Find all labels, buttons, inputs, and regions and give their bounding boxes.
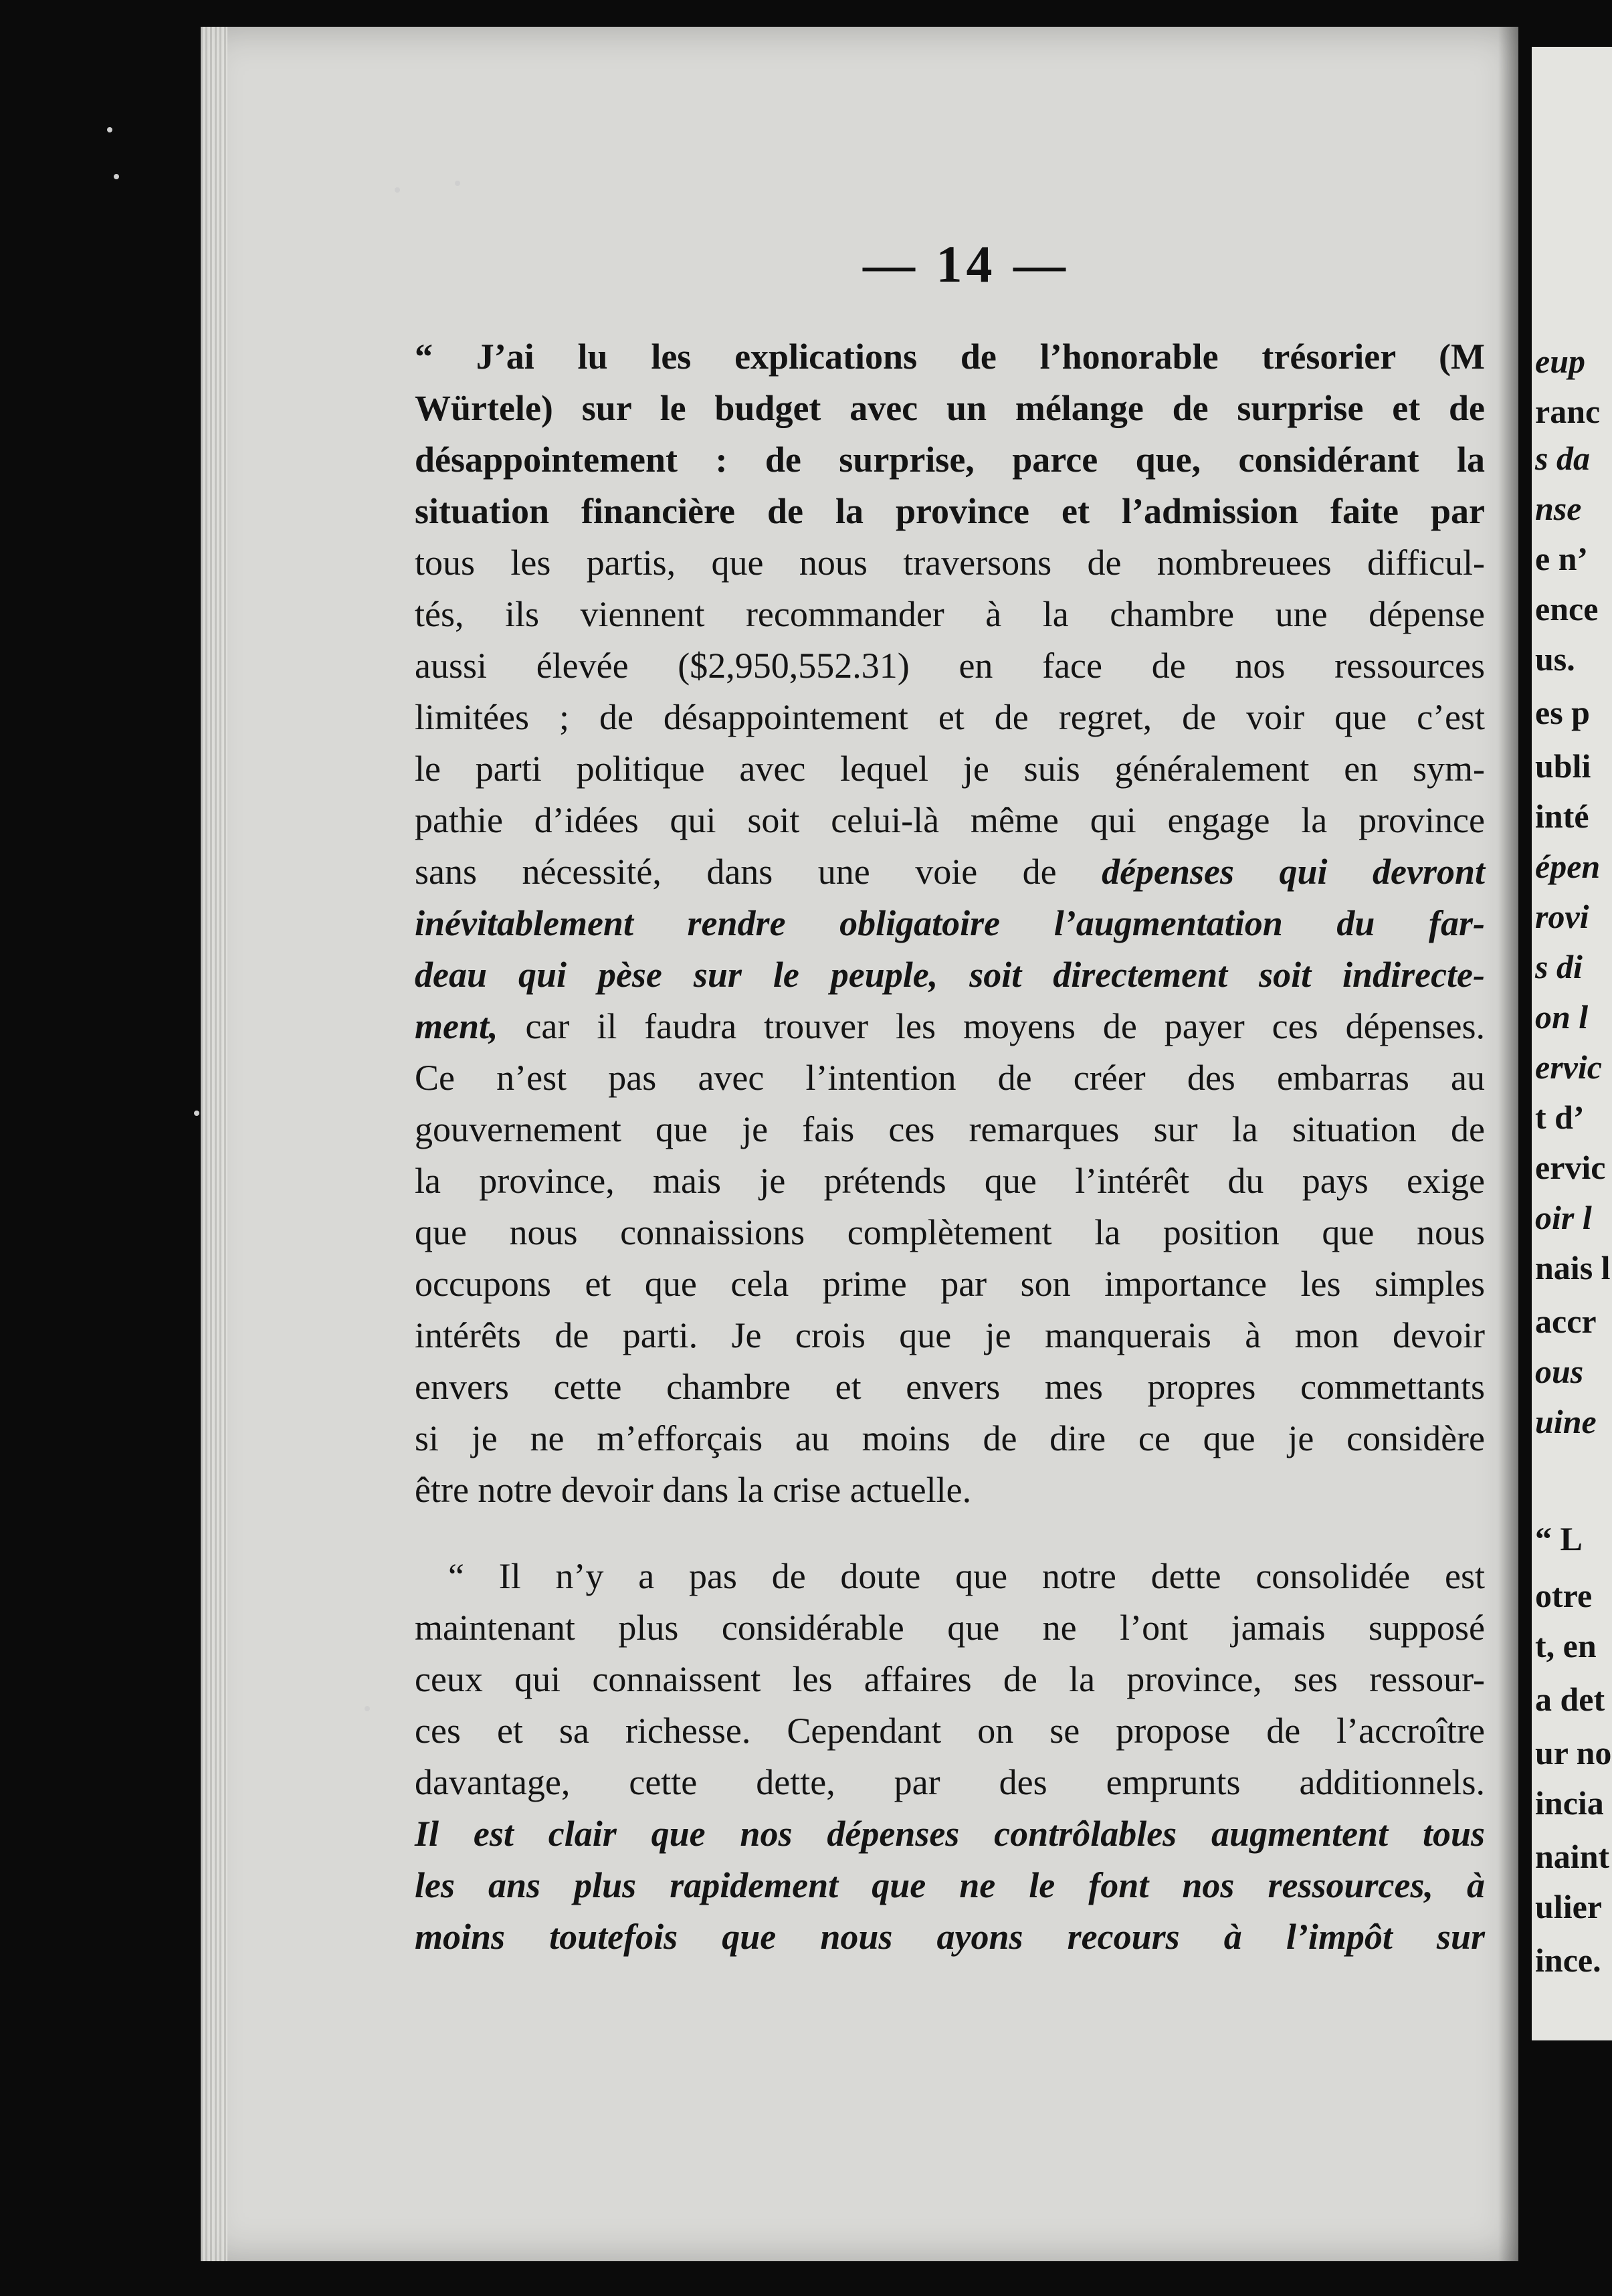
text-line	[415, 486, 1485, 537]
right-page-fragment: ubli	[1535, 747, 1591, 785]
text-line	[415, 692, 1485, 743]
text-line	[415, 1413, 1485, 1464]
right-page-fragment: ulier	[1535, 1888, 1602, 1925]
right-page-fragment: accr	[1535, 1303, 1597, 1340]
text-line	[415, 589, 1485, 640]
right-page-fragment: ervic	[1535, 1048, 1602, 1086]
text-segment: Würtele) sur le budget avec un mélange de surprise et de	[415, 388, 1485, 428]
paragraph-1	[415, 331, 1485, 1516]
right-page-fragment: s da	[1535, 440, 1590, 477]
right-page-fragment: ur no	[1535, 1734, 1612, 1772]
text-line	[415, 1258, 1485, 1310]
right-page-fragment: t, en	[1535, 1627, 1597, 1664]
text-segment: Il est clair que nos dépenses contrôlables augmentent tous	[415, 1814, 1485, 1854]
right-page-fragment: ince.	[1535, 1941, 1601, 1979]
right-page-fragment: oir l	[1535, 1199, 1592, 1236]
right-page-fragment: a det	[1535, 1681, 1605, 1718]
text-line	[415, 1602, 1485, 1654]
right-page-fragment: ervic	[1535, 1149, 1606, 1186]
right-page-fragment: uine	[1535, 1403, 1597, 1440]
text-line	[415, 1551, 1485, 1602]
text-line	[415, 1808, 1485, 1860]
right-page-fragment: ous	[1535, 1353, 1584, 1390]
paragraph-2	[415, 1551, 1485, 1963]
text-segment: car il faudra trouver les moyens de payer ces dépenses.	[498, 1006, 1485, 1046]
text-segment: ces et sa richesse. Cependant on se propose de l’accroître	[415, 1711, 1485, 1751]
text-segment: deau qui pèse sur le peuple, soit directement soit indirecte-	[415, 955, 1485, 995]
right-page-fragment: on l	[1535, 998, 1589, 1036]
text-segment: intérêts de parti. Je crois que je manquerais à mon devoir	[415, 1315, 1485, 1355]
right-page-fragment: ence	[1535, 590, 1599, 628]
text-line	[415, 383, 1485, 434]
text-line	[415, 331, 1485, 383]
body-text	[415, 331, 1485, 1963]
right-page-fragment: nse	[1535, 490, 1582, 527]
text-segment: la province, mais je prétends que l’intérêt du pays exige	[415, 1161, 1485, 1201]
scan-speck	[455, 181, 460, 186]
text-segment: si je ne m’efforçais au moins de dire ce que je considère	[415, 1418, 1485, 1458]
text-line	[415, 1464, 1485, 1516]
scan-speck	[365, 1706, 370, 1711]
text-segment: tous les partis, que nous traversons de nombreuees difficul-	[415, 543, 1485, 583]
text-segment: aussi élevée ($2,950,552.31) en face de nos ressources	[415, 646, 1485, 686]
text-line	[415, 795, 1485, 846]
text-line	[415, 1310, 1485, 1361]
text-segment: le parti politique avec lequel je suis généralement en sym-	[415, 749, 1485, 789]
text-segment: être notre devoir dans la crise actuelle.	[415, 1470, 972, 1510]
text-line	[415, 434, 1485, 486]
text-segment: moins toutefois que nous ayons recours à l’impôt sur	[415, 1917, 1485, 1957]
text-segment: situation financière de la province et l’admission faite par	[415, 491, 1485, 531]
right-page-fragment: s di	[1535, 948, 1583, 985]
scan-speck	[395, 187, 400, 193]
right-page-fragment: e n’	[1535, 540, 1589, 577]
text-segment: Ce n’est pas avec l’intention de créer des embarras au	[415, 1058, 1485, 1098]
text-line	[415, 1705, 1485, 1757]
text-line	[415, 898, 1485, 949]
text-segment: sans nécessité, dans une voie de	[415, 852, 1102, 892]
text-segment: maintenant plus considérable que ne l’ont jamais supposé	[415, 1608, 1485, 1648]
text-line	[415, 1654, 1485, 1705]
text-line	[415, 1860, 1485, 1911]
scan-speck	[107, 127, 112, 132]
text-line	[415, 1001, 1485, 1052]
text-segment: “ Il n’y a pas de doute que notre dette consolidée est	[448, 1556, 1485, 1596]
text-line	[415, 846, 1485, 898]
text-segment: dépenses qui devront	[1102, 852, 1485, 892]
text-segment: désappointement : de surprise, parce que, considérant la	[415, 440, 1485, 480]
text-segment: que nous connaissions complètement la position que nous	[415, 1212, 1485, 1252]
text-segment: “ J’ai lu les explications de l’honorable trésorier (M	[415, 337, 1485, 377]
text-line	[415, 1155, 1485, 1207]
text-segment: limitées ; de désappointement et de regret, de voir que c’est	[415, 697, 1485, 737]
page-number: — 14 —	[863, 235, 1070, 293]
text-segment: pathie d’idées qui soit celui-là même qui engage la province	[415, 800, 1485, 840]
right-page-fragment: eup	[1535, 343, 1585, 380]
right-page-fragment: naint	[1535, 1838, 1610, 1875]
scan-speck	[114, 174, 119, 179]
right-page-fragment: rovi	[1535, 898, 1589, 935]
text-segment: gouvernement que je fais ces remarques sur la situation de	[415, 1109, 1485, 1149]
text-segment: occupons et que cela prime par son importance les simples	[415, 1264, 1485, 1304]
right-page-fragment: ranc	[1535, 393, 1601, 430]
right-page-fragment: incia	[1535, 1784, 1604, 1822]
right-page-fragment: otre	[1535, 1577, 1593, 1614]
text-segment: tés, ils viennent recommander à la chambre une dépense	[415, 594, 1485, 634]
text-line	[415, 537, 1485, 589]
text-segment: les ans plus rapidement que ne le font nos ressources, à	[415, 1865, 1485, 1905]
text-line	[415, 640, 1485, 692]
text-line	[415, 1052, 1485, 1104]
text-line	[415, 1104, 1485, 1155]
text-line	[415, 1911, 1485, 1963]
right-page-fragment: inté	[1535, 797, 1589, 835]
text-line	[415, 949, 1485, 1001]
paragraph-gap	[415, 1516, 1485, 1551]
text-segment: ceux qui connaissent les affaires de la province, ses ressour-	[415, 1659, 1485, 1699]
right-page-fragment: nais l	[1535, 1249, 1611, 1286]
text-line	[415, 1757, 1485, 1808]
text-segment: davantage, cette dette, par des emprunts additionnels.	[415, 1762, 1485, 1802]
text-line	[415, 1207, 1485, 1258]
right-page-fragment: us.	[1535, 640, 1575, 678]
text-line	[415, 743, 1485, 795]
scan-speck	[194, 1111, 199, 1116]
right-page-fragment: “ L	[1535, 1520, 1583, 1557]
right-page-fragment: t d’	[1535, 1098, 1585, 1136]
text-segment: ment,	[415, 1006, 498, 1046]
right-page-fragment: épen	[1535, 848, 1601, 885]
gutter-shadow	[1498, 27, 1518, 2261]
text-segment: envers cette chambre et envers mes propres commettants	[415, 1367, 1485, 1407]
text-segment: inévitablement rendre obligatoire l’augmentation du far-	[415, 903, 1485, 943]
text-line	[415, 1361, 1485, 1413]
page-edge-lines	[201, 27, 227, 2261]
right-page-fragment: es p	[1535, 694, 1590, 731]
